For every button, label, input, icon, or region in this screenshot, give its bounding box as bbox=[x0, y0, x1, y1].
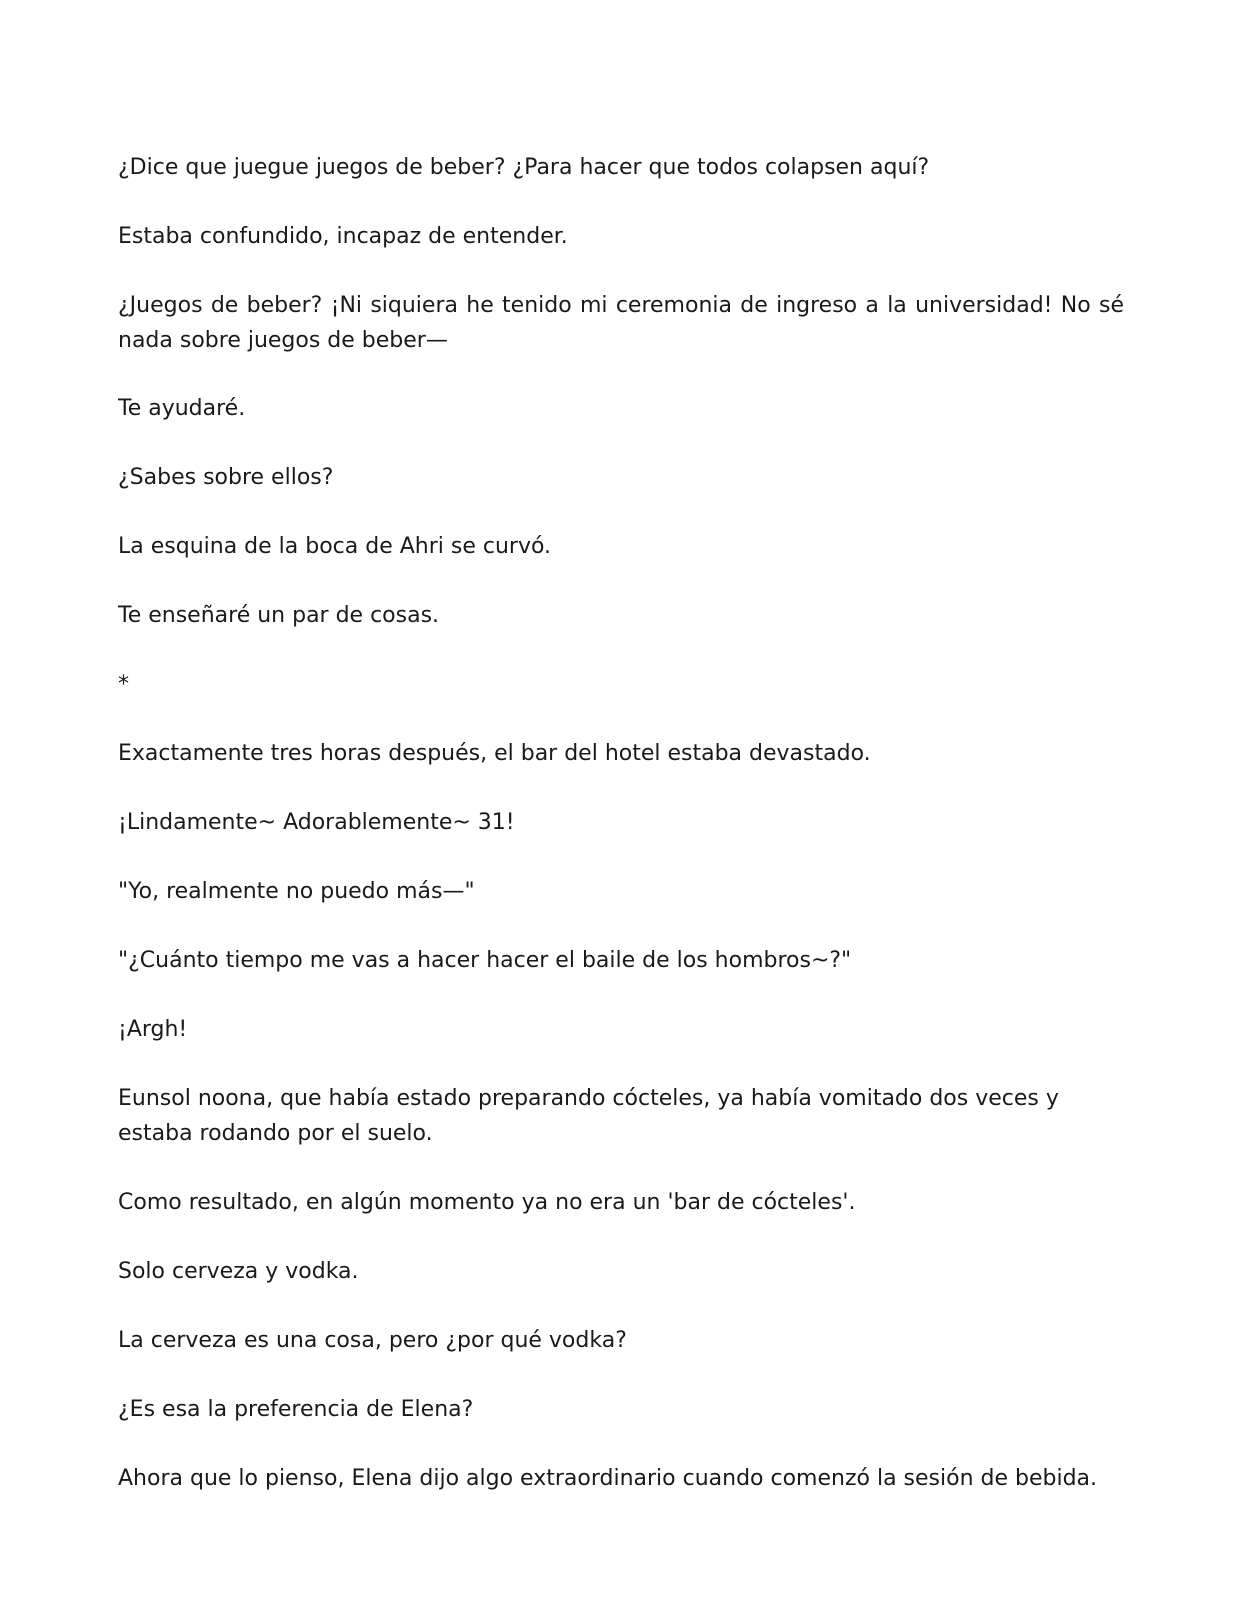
paragraph: Eunsol noona, que había estado preparando cócteles, ya había vomitado dos veces y estaba rodando por el suelo. bbox=[118, 1086, 1059, 1146]
paragraph: ¡Lindamente~ Adorablemente~ 31! bbox=[118, 810, 515, 835]
paragraph: Ahora que lo pienso, Elena dijo algo extraordinario cuando comenzó la sesión de bebida. bbox=[118, 1466, 1098, 1491]
paragraph: ¿Sabes sobre ellos? bbox=[118, 465, 334, 490]
paragraph: Te ayudaré. bbox=[118, 396, 246, 421]
paragraph: Como resultado, en algún momento ya no era un 'bar de cócteles'. bbox=[118, 1190, 856, 1215]
paragraph: Te enseñaré un par de cosas. bbox=[118, 603, 440, 628]
paragraph: La cerveza es una cosa, pero ¿por qué vodka? bbox=[118, 1328, 627, 1353]
scene-break: * bbox=[118, 672, 129, 697]
paragraph: Solo cerveza y vodka. bbox=[118, 1259, 359, 1284]
paragraph: ¡Argh! bbox=[118, 1017, 188, 1042]
paragraph: ¿Es esa la preferencia de Elena? bbox=[118, 1397, 474, 1422]
paragraph: ¿Dice que juegue juegos de beber? ¿Para hacer que todos colapsen aquí? bbox=[118, 155, 930, 180]
paragraph: La esquina de la boca de Ahri se curvó. bbox=[118, 534, 552, 559]
paragraph: Exactamente tres horas después, el bar del hotel estaba devastado. bbox=[118, 741, 871, 766]
paragraph: Estaba confundido, incapaz de entender. bbox=[118, 224, 568, 249]
paragraph: "¿Cuánto tiempo me vas a hacer hacer el baile de los hombros~?" bbox=[118, 948, 852, 973]
paragraph: "Yo, realmente no puedo más—" bbox=[118, 879, 475, 904]
paragraph: ¿Juegos de beber? ¡Ni siquiera he tenido mi ceremonia de ingreso a la universidad! No sé nada sobre juegos de beber— bbox=[118, 293, 1124, 353]
